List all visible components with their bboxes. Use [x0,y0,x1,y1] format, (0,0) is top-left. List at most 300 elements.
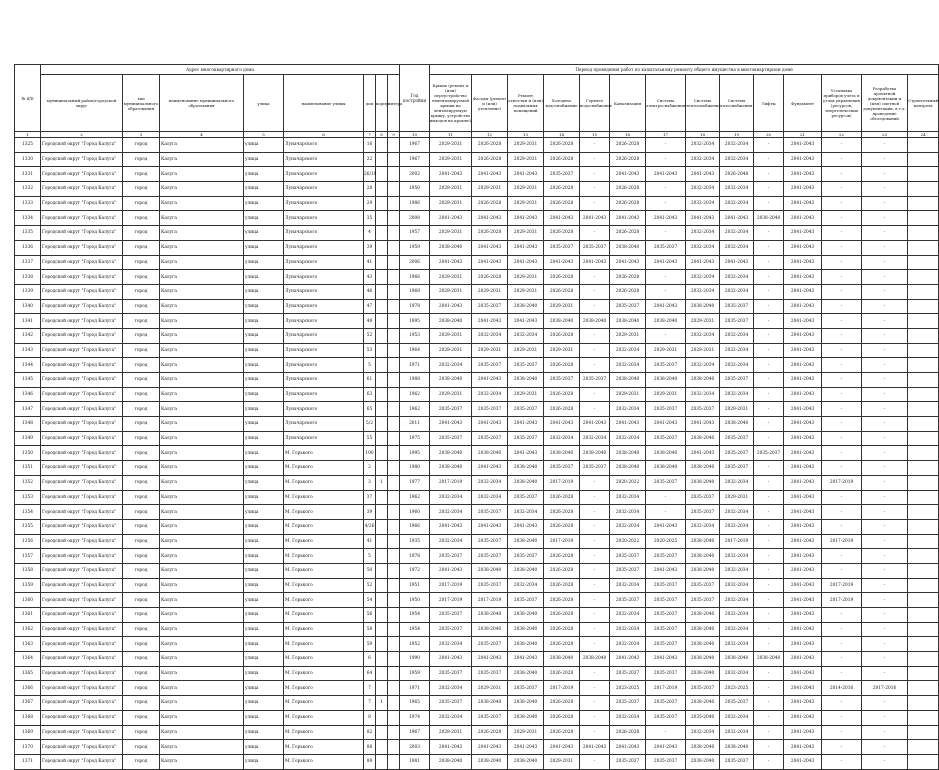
table-cell: 1978 [400,299,430,314]
table-cell: Городской округ "Город Калуга" [41,461,123,476]
table-cell: - [862,754,908,769]
table-cell: 2041-2043 [784,505,822,520]
table-cell: 1340 [15,299,41,314]
table-cell: Калуга [160,417,244,432]
table-cell: 2029-2031 [430,196,472,211]
table-cell: М. Горького [284,563,364,578]
table-row [15,138,939,153]
table-cell: 1360 [15,593,41,608]
table-cell: - [580,666,610,681]
table-cell: 54 [364,593,376,608]
table-cell: 2026-2028 [610,152,646,167]
table-cell [376,563,388,578]
table-cell: - [580,475,610,490]
table-cell: 2026-2028 [544,284,580,299]
table-cell: город [123,182,160,197]
table-row [15,534,939,549]
table-cell: 2041-2043 [580,417,610,432]
table-cell: улица [244,681,284,696]
table-cell: - [822,696,862,711]
table-cell: город [123,519,160,534]
table-cell: город [123,622,160,637]
table-cell: улица [244,431,284,446]
table-cell: 2029-2031 [472,182,508,197]
table-cell: улица [244,740,284,755]
table-cell: - [862,431,908,446]
column-number: 20 [754,132,784,138]
table-cell: - [754,534,784,549]
table-cell [908,666,939,681]
table-cell: Городской округ "Город Калуга" [41,270,123,285]
table-cell: - [862,608,908,623]
column-number: 2 [41,132,123,138]
table-cell: - [646,182,686,197]
table-cell: 2041-2043 [430,167,472,182]
table-cell: - [580,138,610,153]
table-cell: Калуга [160,608,244,623]
table-cell: 2041-2043 [784,343,822,358]
table-cell: 1971 [400,358,430,373]
table-cell [388,255,400,270]
table-cell [376,328,388,343]
table-cell: 2029-2031 [508,196,544,211]
table-row [15,226,939,241]
table-cell: - [580,402,610,417]
table-cell: Калуга [160,754,244,769]
table-cell: 2032-2034 [686,284,720,299]
table-cell: 2029-2031 [430,270,472,285]
column-number: 3 [123,132,160,138]
table-cell [908,182,939,197]
table-cell: город [123,211,160,226]
table-cell: 2035-2037 [472,534,508,549]
table-cell: Калуга [160,490,244,505]
table-cell: город [123,152,160,167]
table-cell: 2038-2040 [508,754,544,769]
column-number: 24 [908,132,939,138]
table-cell: 2032-2034 [720,505,754,520]
table-cell: 2026-2028 [472,270,508,285]
table-cell: - [646,196,686,211]
table-cell: 2035-2037 [472,637,508,652]
table-cell [376,608,388,623]
table-cell: 2038-2040 [646,314,686,329]
table-cell: 1368 [15,710,41,725]
table-cell: - [862,696,908,711]
table-cell: 2035-2037 [720,314,754,329]
table-cell [908,461,939,476]
column-header: тип муниципального образования [123,75,160,132]
table-cell: 1953 [400,328,430,343]
table-cell: улица [244,314,284,329]
table-cell: 2026-2028 [544,226,580,241]
table-cell: Городской округ "Город Калуга" [41,563,123,578]
table-cell: - [754,637,784,652]
table-cell: 2041-2043 [784,637,822,652]
table-cell: город [123,725,160,740]
table-cell: - [580,696,610,711]
table-row [15,593,939,608]
table-cell: 2032-2034 [508,328,544,343]
table-cell: 1952 [400,637,430,652]
table-cell: 2041-2043 [610,652,646,667]
table-cell: - [822,226,862,241]
table-cell: - [822,402,862,417]
table-cell: 2035-2037 [646,696,686,711]
table-cell: - [822,138,862,153]
table-cell: 2029-2031 [430,152,472,167]
table-cell: 2029-2031 [508,138,544,153]
table-cell [376,652,388,667]
table-cell: 2029-2031 [646,387,686,402]
table-cell [388,152,400,167]
table-cell: 64 [364,666,376,681]
table-row [15,666,939,681]
table-cell: Луначарского [284,431,364,446]
table-cell [908,475,939,490]
table-cell: 2041-2043 [646,299,686,314]
table-cell: Калуга [160,314,244,329]
table-cell: 2035-2037 [472,299,508,314]
table-cell: Городской округ "Город Калуга" [41,343,123,358]
table-cell: 2035-2037 [720,431,754,446]
table-cell: Калуга [160,431,244,446]
table-cell: 2038-2040 [508,666,544,681]
table-cell: 2035-2037 [472,505,508,520]
table-cell: 2035-2037 [472,578,508,593]
table-row [15,754,939,769]
table-cell: - [580,593,610,608]
table-cell: 2029-2031 [430,725,472,740]
table-cell: улица [244,270,284,285]
table-cell: 2017-2019 [472,593,508,608]
table-cell: 2041-2043 [610,740,646,755]
table-cell: 2032-2034 [610,637,646,652]
table-cell: 59 [364,637,376,652]
table-cell: улица [244,725,284,740]
table-cell [388,226,400,241]
table-cell: 2032-2034 [686,519,720,534]
table-cell: город [123,505,160,520]
table-cell: 2041-2043 [646,519,686,534]
table-cell: - [862,314,908,329]
table-cell: 2035-2037 [508,549,544,564]
column-header: Система теплоснабжения [686,75,720,132]
table-cell: - [822,549,862,564]
table-row [15,343,939,358]
table-row [15,696,939,711]
table-cell: 1347 [15,402,41,417]
table-cell: улица [244,402,284,417]
table-cell: 2035-2037 [544,240,580,255]
table-cell: 2020-2022 [610,534,646,549]
table-cell: 1962 [400,490,430,505]
table-cell: 2041-2043 [784,328,822,343]
table-cell: город [123,563,160,578]
table-cell: 3 [364,475,376,490]
table-cell: 2026-2028 [610,182,646,197]
table-cell: - [754,373,784,388]
table-cell: 2041-2043 [472,240,508,255]
table-cell: Калуга [160,563,244,578]
table-cell: улица [244,299,284,314]
table-cell [908,373,939,388]
table-cell [388,358,400,373]
table-cell: 2023-2025 [720,681,754,696]
table-cell: Городской округ "Город Калуга" [41,402,123,417]
table-cell: 2026-2028 [544,402,580,417]
table-cell: 53 [364,343,376,358]
table-cell [908,417,939,432]
table-cell [376,387,388,402]
table-cell: Городской округ "Город Калуга" [41,446,123,461]
table-cell: 2038-2040 [686,549,720,564]
table-cell: Калуга [160,358,244,373]
table-cell: Калуга [160,578,244,593]
table-cell: 2041-2043 [784,549,822,564]
table-cell: - [580,490,610,505]
table-cell: улица [244,490,284,505]
table-cell: 2029-2031 [472,343,508,358]
table-row [15,182,939,197]
table-cell [388,461,400,476]
table-cell [376,138,388,153]
table-cell: 2035-2037 [686,490,720,505]
table-cell: 2029-2031 [544,754,580,769]
address-group-header: Адрес многоквартирного дома [41,65,400,75]
table-cell: 2041-2043 [580,255,610,270]
table-row [15,402,939,417]
table-cell: 2041-2043 [544,740,580,755]
table-cell: 2041-2043 [508,167,544,182]
table-cell [376,637,388,652]
table-cell: 2026-2048 [720,167,754,182]
table-cell: 1968 [400,284,430,299]
table-cell: 1959 [400,666,430,681]
table-cell: 2032-2034 [720,593,754,608]
table-cell: Луначарского [284,182,364,197]
table-cell: М. Горького [284,622,364,637]
table-cell: 1337 [15,255,41,270]
table-cell [376,358,388,373]
table-cell [388,725,400,740]
table-cell: улица [244,152,284,167]
table-cell: 89 [364,754,376,769]
table-cell: - [862,196,908,211]
table-cell: Луначарского [284,328,364,343]
table-cell: - [580,578,610,593]
table-cell: 2038-2040 [720,652,754,667]
table-cell: 39 [364,240,376,255]
table-cell: 2041-2043 [646,563,686,578]
table-cell [388,211,400,226]
table-cell: 2041-2043 [472,519,508,534]
table-cell: 2041-2043 [686,417,720,432]
table-cell [908,284,939,299]
table-cell: Луначарского [284,152,364,167]
table-cell: 2041-2043 [784,152,822,167]
table-cell: 2035-2037 [472,358,508,373]
table-cell: улица [244,666,284,681]
table-cell: 2035-2037 [430,549,472,564]
table-cell: Луначарского [284,226,364,241]
table-cell: - [822,255,862,270]
table-cell: 2038-2040 [508,622,544,637]
table-row [15,725,939,740]
table-cell: Городской округ "Город Калуга" [41,754,123,769]
table-cell: город [123,167,160,182]
table-cell: улица [244,446,284,461]
table-cell: 2038-2040 [686,608,720,623]
table-cell: 2029-2031 [430,387,472,402]
table-cell: - [862,255,908,270]
table-cell: - [754,138,784,153]
table-cell [376,343,388,358]
table-cell: 2032-2034 [686,182,720,197]
table-cell: Луначарского [284,270,364,285]
column-number: 6 [284,132,364,138]
column-header: Год постройки [400,65,430,132]
table-cell: 2032-2034 [610,608,646,623]
table-cell: город [123,593,160,608]
table-cell: 2038-2040 [686,431,720,446]
table-cell: улица [244,138,284,153]
table-cell: 2032-2034 [720,563,754,578]
table-cell: - [754,578,784,593]
table-cell: Городской округ "Город Калуга" [41,182,123,197]
table-cell: 2035-2037 [508,402,544,417]
table-cell [388,637,400,652]
table-cell: 2026-2028 [544,152,580,167]
table-cell: улица [244,637,284,652]
table-cell: Калуга [160,534,244,549]
table-row [15,652,939,667]
table-cell: - [754,490,784,505]
table-cell: Городской округ "Город Калуга" [41,637,123,652]
table-row [15,152,939,167]
table-cell: - [754,475,784,490]
table-cell: - [580,182,610,197]
column-number: 9 [388,132,400,138]
table-cell: 2032-2034 [610,622,646,637]
table-cell: 49 [364,314,376,329]
table-cell: 1371 [15,754,41,769]
table-cell: - [754,255,784,270]
table-cell: 2029-2031 [508,725,544,740]
table-cell: 2038-2040 [686,475,720,490]
table-cell [388,270,400,285]
table-cell: 2026-2028 [544,696,580,711]
table-row [15,387,939,402]
table-cell [388,563,400,578]
column-header: литера [388,75,400,132]
table-cell: 2035-2037 [544,461,580,476]
table-row [15,578,939,593]
table-cell: - [580,152,610,167]
table-cell: улица [244,696,284,711]
table-cell: 2035-2037 [686,402,720,417]
table-cell: 1335 [15,226,41,241]
table-cell: Луначарского [284,373,364,388]
table-cell: 2038-2040 [430,240,472,255]
table-cell: 2029-2031 [508,182,544,197]
table-cell: 1363 [15,637,41,652]
table-cell [908,240,939,255]
table-cell [908,519,939,534]
column-header: Установка приборов учета и узлов управления (ресурсов, энергетических ресурсов) [822,75,862,132]
table-cell: - [754,196,784,211]
table-cell: 2038-2040 [430,754,472,769]
table-cell: - [862,446,908,461]
table-cell: город [123,270,160,285]
table-cell: 1950 [400,182,430,197]
table-cell: 5 [364,549,376,564]
table-cell: Калуга [160,284,244,299]
table-cell: - [580,167,610,182]
column-header: Горячее водоснабжение [580,75,610,132]
column-number: 11 [430,132,472,138]
table-cell: 2038-2040 [580,314,610,329]
table-cell: улица [244,328,284,343]
table-cell: - [822,490,862,505]
table-cell: 1986 [400,196,430,211]
table-cell: - [822,299,862,314]
table-cell: 2032-2034 [610,578,646,593]
table-cell: - [862,387,908,402]
column-header: дом [364,75,376,132]
table-cell [376,417,388,432]
table-cell: 2035-2037 [544,373,580,388]
table-cell: 2032-2034 [430,681,472,696]
table-cell: 2035-2037 [472,710,508,725]
table-cell: 2038-2040 [508,299,544,314]
table-cell: город [123,328,160,343]
table-cell: 2035-2037 [508,490,544,505]
table-cell: 2038-2040 [686,622,720,637]
table-cell: 2035-2037 [686,593,720,608]
table-cell [388,578,400,593]
column-number: 17 [646,132,686,138]
table-cell: М. Горького [284,446,364,461]
table-cell: 2026-2028 [472,226,508,241]
table-cell [388,593,400,608]
table-row [15,549,939,564]
table-cell: 2035-2037 [646,710,686,725]
table-row [15,710,939,725]
table-cell: улица [244,373,284,388]
table-cell: 2026-2028 [544,593,580,608]
table-cell: Луначарского [284,284,364,299]
table-cell: Городской округ "Город Калуга" [41,710,123,725]
table-cell: Городской округ "Город Калуга" [41,211,123,226]
table-cell: город [123,490,160,505]
table-cell: 2035-2037 [720,696,754,711]
table-cell: 2038-2040 [430,446,472,461]
table-cell: 2035-2037 [646,431,686,446]
table-cell: город [123,740,160,755]
table-cell: Калуга [160,182,244,197]
table-cell: 2041-2043 [430,652,472,667]
table-cell: 2017-2019 [822,578,862,593]
table-cell: М. Горького [284,710,364,725]
column-header: корпус [376,75,388,132]
table-cell: Городской округ "Город Калуга" [41,652,123,667]
table-cell: М. Горького [284,519,364,534]
table-cell: 2026-2028 [544,549,580,564]
table-cell: - [754,461,784,476]
table-cell: Городской округ "Город Калуга" [41,725,123,740]
table-cell: 2041-2043 [610,167,646,182]
